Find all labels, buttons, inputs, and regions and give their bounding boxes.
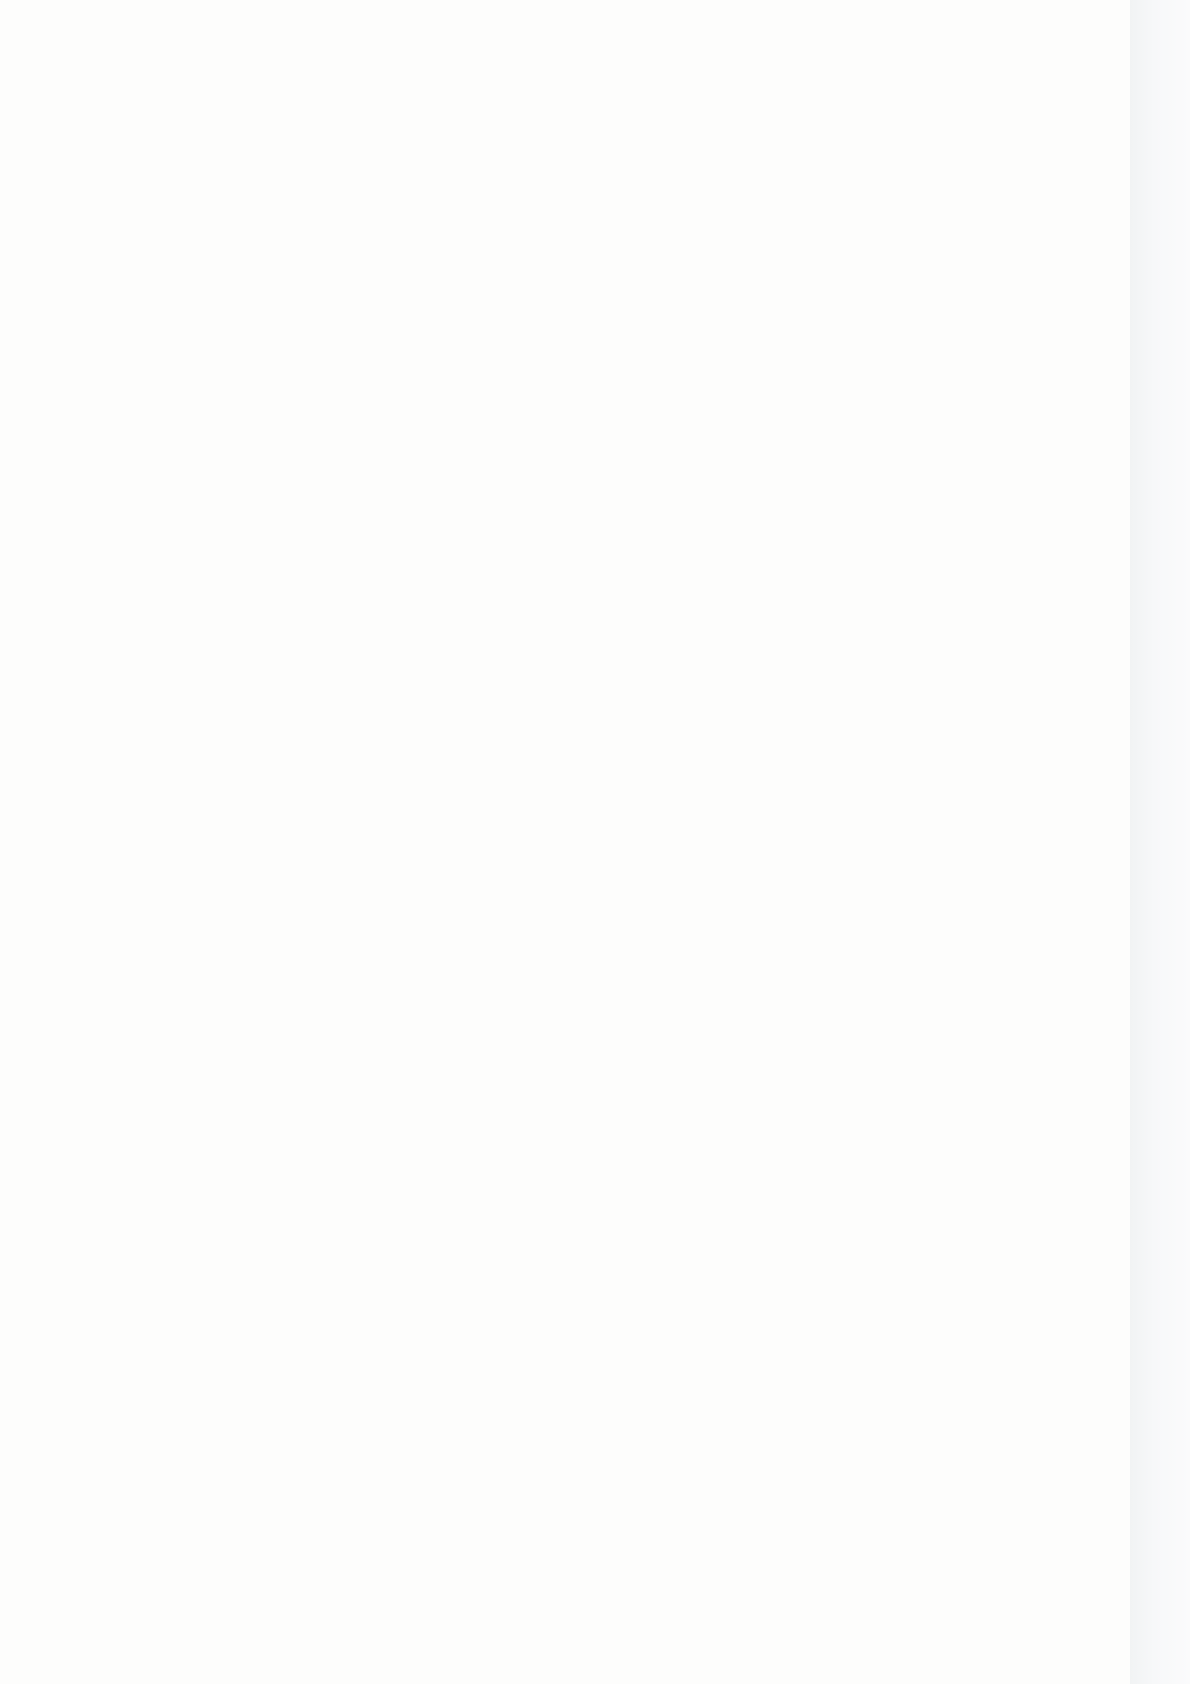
scan-edge <box>1130 0 1190 1684</box>
table-of-contents <box>170 150 1010 170</box>
